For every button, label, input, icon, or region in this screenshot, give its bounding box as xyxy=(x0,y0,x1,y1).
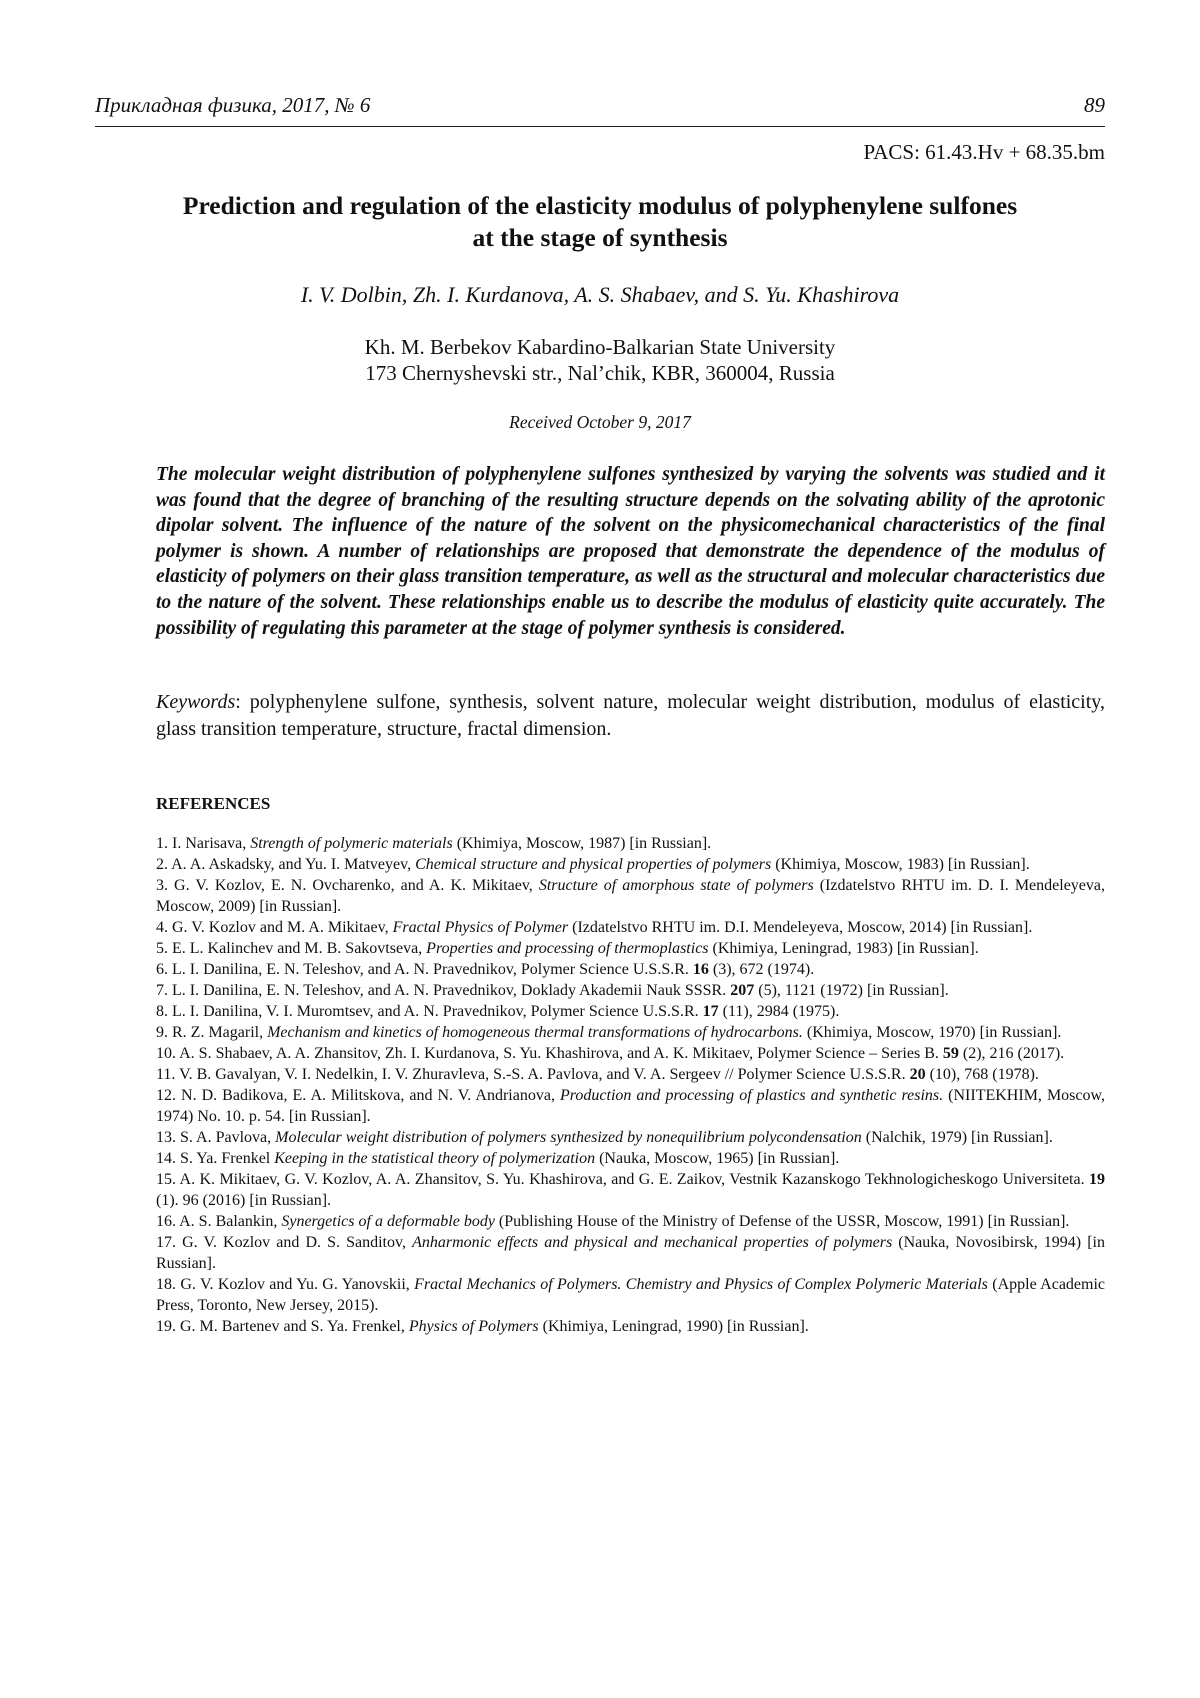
reference-text: (Khimiya, Leningrad, 1990) [in Russian]. xyxy=(538,1318,809,1335)
reference-item xyxy=(156,1022,1105,1043)
title-line-1: Prediction and regulation of the elasticity modulus of polyphenylene sulfones xyxy=(182,191,1018,220)
reference-volume: 207 xyxy=(730,982,755,999)
reference-item xyxy=(156,1169,1105,1211)
reference-item xyxy=(156,1085,1105,1127)
reference-text: 3. G. V. Kozlov, E. N. Ovcharenko, and A. K. Mikitaev, xyxy=(156,877,539,894)
keywords xyxy=(156,689,1105,743)
keywords-label: Keywords xyxy=(156,691,236,713)
reference-text: 18. G. V. Kozlov and Yu. G. Yanovskii, xyxy=(156,1276,415,1293)
journal-name: Прикладная физика, 2017, № 6 xyxy=(95,93,371,117)
reference-text: (10), 768 (1978). xyxy=(925,1066,1039,1083)
reference-text: (5), 1121 (1972) [in Russian]. xyxy=(754,982,949,999)
reference-text: (Nauka, Moscow, 1965) [in Russian]. xyxy=(595,1150,840,1167)
reference-item xyxy=(156,1274,1105,1316)
reference-item xyxy=(156,959,1105,980)
reference-text: 17. G. V. Kozlov and D. S. Sanditov, xyxy=(156,1234,413,1251)
reference-text: (NIITEKHIM, Moscow, 1974) No. 10. p. 54. [in Russian]. xyxy=(156,1087,1106,1125)
reference-text: (3), 672 (1974). xyxy=(708,961,815,978)
reference-text: 14. S. Ya. Frenkel xyxy=(156,1150,275,1167)
affiliation xyxy=(95,334,1105,386)
reference-volume: 59 xyxy=(942,1045,959,1062)
reference-text: (Apple Academic Press, Toronto, New Jersey, 2015). xyxy=(156,1276,1106,1314)
keywords-text: : polyphenylene sulfone, synthesis, solvent nature, molecular weight distribution, modulus of elasticity, glass transition temperature, structure, fractal dimension. xyxy=(156,691,1105,740)
reference-text: 2. A. A. Askadsky, and Yu. I. Matveyev, xyxy=(156,856,416,873)
reference-title: Physics of Polymers xyxy=(408,1318,539,1335)
page-number: 89 xyxy=(1084,93,1105,117)
reference-text: (Publishing House of the Ministry of Defense of the USSR, Moscow, 1991) [in Russian]. xyxy=(494,1213,1070,1230)
reference-text: (Khimiya, Moscow, 1970) [in Russian]. xyxy=(802,1024,1062,1041)
reference-item xyxy=(156,917,1105,938)
reference-text: 12. N. D. Badikova, E. A. Militskova, and N. V. Andrianova, xyxy=(156,1087,560,1104)
reference-title: Structure of amorphous state of polymers xyxy=(538,877,814,894)
pacs-code: PACS: 61.43.Hv + 68.35.bm xyxy=(863,140,1105,164)
reference-title: Chemical structure and physical properties of polymers xyxy=(415,856,772,873)
reference-text: 13. S. A. Pavlova, xyxy=(156,1129,276,1146)
affiliation-line-1: Kh. M. Berbekov Kabardino-Balkarian State University xyxy=(364,335,836,359)
references-heading: REFERENCES xyxy=(156,794,271,813)
reference-text: (Khimiya, Moscow, 1987) [in Russian]. xyxy=(452,835,712,852)
reference-title: Synergetics of a deformable body xyxy=(281,1213,495,1230)
reference-volume: 16 xyxy=(692,961,709,978)
reference-text: (Nauka, Novosibirsk, 1994) [in Russian]. xyxy=(156,1234,1105,1272)
reference-item xyxy=(156,1232,1105,1274)
abstract: The molecular weight distribution of polyphenylene sulfones synthesized by varying the solvents was studied and it was found that the degree of branching of the resulting structure depends on the solvating ability of the aprotonic dipolar solvent. The influence of the nature of the solvent on the physicomechanical characteristics of the final polymer is shown. A number of relationships are proposed that demonstrate the dependence of the modulus of elasticity of polymers on their glass transition temperature, as well as the structural and molecular characteristics due to the nature of the solvent. These relationships enable us to describe the modulus of elasticity quite accurately. The possibility of regulating this parameter at the stage of polymer synthesis is considered. xyxy=(156,464,1105,639)
reference-text: (Khimiya, Leningrad, 1983) [in Russian]. xyxy=(708,940,979,957)
reference-text: 7. L. I. Danilina, E. N. Teleshov, and A. N. Pravednikov, Doklady Akademii Nauk SSSR. xyxy=(156,982,731,999)
running-header xyxy=(95,93,1105,118)
reference-title: Molecular weight distribution of polymers synthesized by nonequilibrium polycondensation xyxy=(275,1129,862,1146)
reference-text: (11), 2984 (1975). xyxy=(718,1003,840,1020)
reference-item xyxy=(156,938,1105,959)
references-list xyxy=(156,833,1105,1337)
reference-item xyxy=(156,1001,1105,1022)
reference-title: Mechanism and kinetics of homogeneous thermal transformations of hydrocarbons. xyxy=(267,1024,803,1041)
reference-title: Anharmonic effects and physical and mechanical properties of polymers xyxy=(412,1234,893,1251)
reference-volume: 19 xyxy=(1089,1171,1105,1188)
title-line-2: at the stage of synthesis xyxy=(472,223,728,252)
reference-text: 9. R. Z. Magaril, xyxy=(156,1024,268,1041)
reference-text: (Izdatelstvo RHTU im. D.I. Mendeleyeva, Moscow, 2014) [in Russian]. xyxy=(568,919,1033,936)
reference-item xyxy=(156,854,1105,875)
reference-title: Properties and processing of thermoplastics xyxy=(426,940,709,957)
reference-text: 1. I. Narisava, xyxy=(156,835,251,852)
reference-text: (Khimiya, Moscow, 1983) [in Russian]. xyxy=(771,856,1030,873)
authors: I. V. Dolbin, Zh. I. Kurdanova, A. S. Shabaev, and S. Yu. Khashirova xyxy=(300,282,900,307)
reference-item xyxy=(156,980,1105,1001)
reference-text: (1). 96 (2016) [in Russian]. xyxy=(156,1192,332,1209)
reference-item xyxy=(156,1127,1105,1148)
reference-volume: 17 xyxy=(702,1003,719,1020)
reference-text: 6. L. I. Danilina, E. N. Teleshov, and A. N. Pravednikov, Polymer Science U.S.S.R. xyxy=(156,961,693,978)
reference-text: 16. A. S. Balankin, xyxy=(156,1213,282,1230)
reference-title: Fractal Mechanics of Polymers. Chemistry and Physics of Complex Polymeric Materials xyxy=(414,1276,988,1293)
reference-item xyxy=(156,1316,1105,1337)
reference-item xyxy=(156,833,1105,854)
reference-text: 19. G. M. Bartenev and S. Ya. Frenkel, xyxy=(156,1318,409,1335)
reference-title: Fractal Physics of Polymer xyxy=(392,919,569,936)
reference-title: Production and processing of plastics and synthetic resins. xyxy=(560,1087,944,1104)
received-date: Received October 9, 2017 xyxy=(509,412,691,432)
reference-text: 8. L. I. Danilina, V. I. Muromtsev, and A. N. Pravednikov, Polymer Science U.S.S.R. xyxy=(156,1003,703,1020)
reference-text: (2), 216 (2017). xyxy=(958,1045,1065,1062)
header-rule xyxy=(95,126,1105,127)
reference-text: 5. E. L. Kalinchev and M. B. Sakovtseva, xyxy=(156,940,427,957)
reference-item xyxy=(156,1043,1105,1064)
reference-item xyxy=(156,1148,1105,1169)
reference-text: 4. G. V. Kozlov and M. A. Mikitaev, xyxy=(156,919,393,936)
reference-text: (Izdatelstvo RHTU im. D. I. Mendeleyeva, Moscow, 2009) [in Russian]. xyxy=(156,877,1105,915)
reference-item xyxy=(156,1064,1105,1085)
reference-volume: 20 xyxy=(909,1066,926,1083)
affiliation-line-2: 173 Chernyshevski str., Nal’chik, KBR, 360004, Russia xyxy=(365,361,835,385)
reference-text: 10. A. S. Shabaev, A. A. Zhansitov, Zh. I. Kurdanova, S. Yu. Khashirova, and A. K. Mikitaev, Polymer Science – Series B. xyxy=(156,1045,943,1062)
paper-title xyxy=(95,190,1105,254)
reference-text: 11. V. B. Gavalyan, V. I. Nedelkin, I. V. Zhuravleva, S.-S. A. Pavlova, and V. A. Sergeev // Polymer Science U.S.S.R. xyxy=(156,1066,910,1083)
reference-title: Keeping in the statistical theory of polymerization xyxy=(274,1150,596,1167)
reference-item xyxy=(156,875,1105,917)
reference-title: Strength of polymeric materials xyxy=(250,835,453,852)
reference-text: 15. A. K. Mikitaev, G. V. Kozlov, A. A. Zhansitov, S. Yu. Khashirova, and G. E. Zaikov, Vestnik Kazanskogo Tekhnologicheskogo Universiteta. xyxy=(156,1171,1089,1188)
reference-text: (Nalchik, 1979) [in Russian]. xyxy=(861,1129,1053,1146)
reference-item xyxy=(156,1211,1105,1232)
